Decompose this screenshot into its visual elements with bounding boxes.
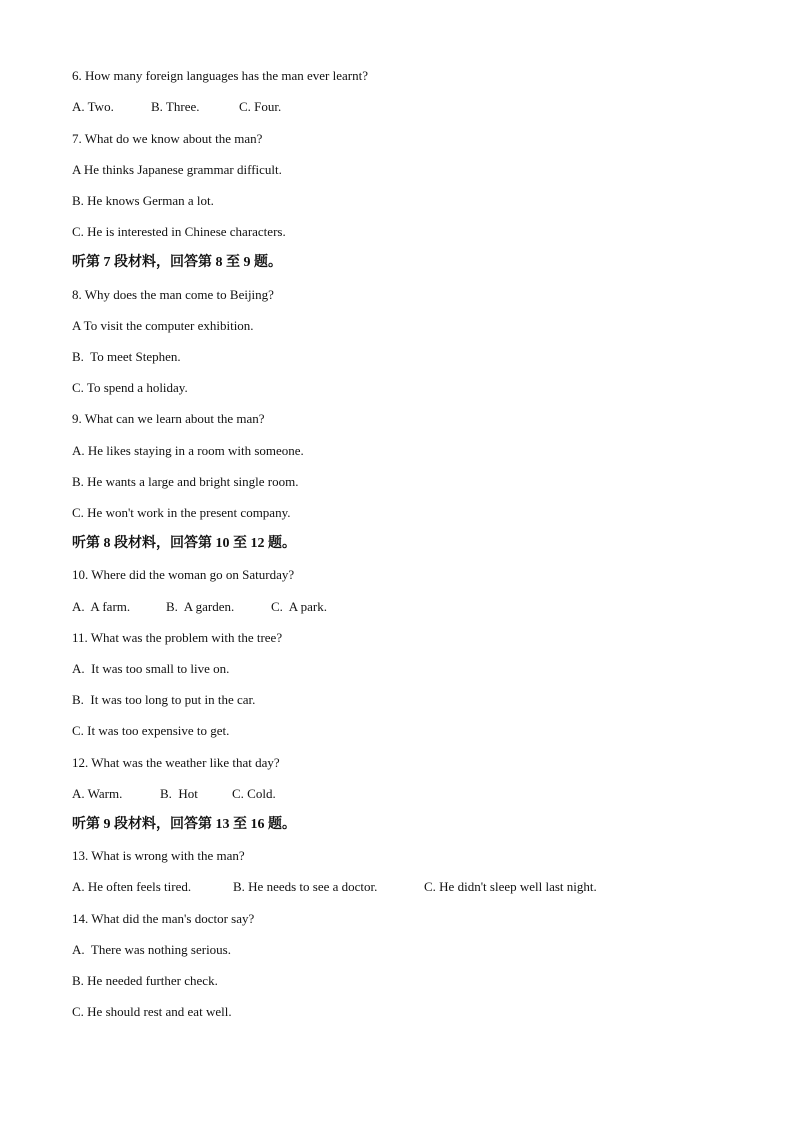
question-11-option-b: B. It was too long to put in the car. — [72, 692, 256, 707]
question-9: 9. What can we learn about the man? — [72, 411, 265, 426]
section-8-heading: 听第 8 段材料，回答第 10 至 12 题。 — [72, 536, 296, 551]
question-7-option-b: B. He knows German a lot. — [72, 193, 214, 208]
question-6: 6. How many foreign languages has the man ever learnt? — [72, 68, 369, 83]
question-12: 12. What was the weather like that day? — [72, 755, 280, 770]
question-6-option-b: B. Three. — [151, 99, 200, 114]
question-10-option-b: B. A garden. — [166, 599, 235, 614]
question-13: 13. What is wrong with the man? — [72, 848, 245, 863]
question-10: 10. Where did the woman go on Saturday? — [72, 567, 295, 582]
question-14-option-c: C. He should rest and eat well. — [72, 1004, 232, 1019]
question-10-option-c: C. A park. — [271, 599, 327, 614]
question-8-option-a: A To visit the computer exhibition. — [72, 318, 254, 333]
section-9-heading: 听第 9 段材料，回答第 13 至 16 题。 — [72, 817, 296, 832]
question-14-option-a: A. There was nothing serious. — [72, 942, 231, 957]
question-13-option-c: C. He didn't sleep well last night. — [424, 879, 597, 894]
question-7-option-a: A He thinks Japanese grammar difficult. — [72, 162, 282, 177]
question-8-option-b: B. To meet Stephen. — [72, 349, 181, 364]
question-9-option-c: C. He won't work in the present company. — [72, 505, 291, 520]
question-11: 11. What was the problem with the tree? — [72, 630, 283, 645]
question-11-option-a: A. It was too small to live on. — [72, 661, 230, 676]
question-9-option-a: A. He likes staying in a room with someone. — [72, 443, 304, 458]
question-7: 7. What do we know about the man? — [72, 131, 263, 146]
question-6-option-a: A. Two. — [72, 99, 114, 114]
question-9-option-b: B. He wants a large and bright single room. — [72, 474, 299, 489]
question-14-option-b: B. He needed further check. — [72, 973, 218, 988]
question-12-option-a: A. Warm. — [72, 786, 123, 801]
question-13-option-b: B. He needs to see a doctor. — [233, 879, 378, 894]
question-8: 8. Why does the man come to Beijing? — [72, 287, 274, 302]
question-8-option-c: C. To spend a holiday. — [72, 380, 188, 395]
question-6-option-c: C. Four. — [239, 99, 282, 114]
question-14: 14. What did the man's doctor say? — [72, 911, 255, 926]
question-12-option-b: B. Hot — [160, 786, 198, 801]
question-13-option-a: A. He often feels tired. — [72, 879, 192, 894]
question-12-option-c: C. Cold. — [232, 786, 276, 801]
section-7-heading: 听第 7 段材料，回答第 8 至 9 题。 — [72, 255, 282, 270]
question-7-option-c: C. He is interested in Chinese characters. — [72, 224, 286, 239]
question-10-option-a: A. A farm. — [72, 599, 131, 614]
question-11-option-c: C. It was too expensive to get. — [72, 723, 230, 738]
